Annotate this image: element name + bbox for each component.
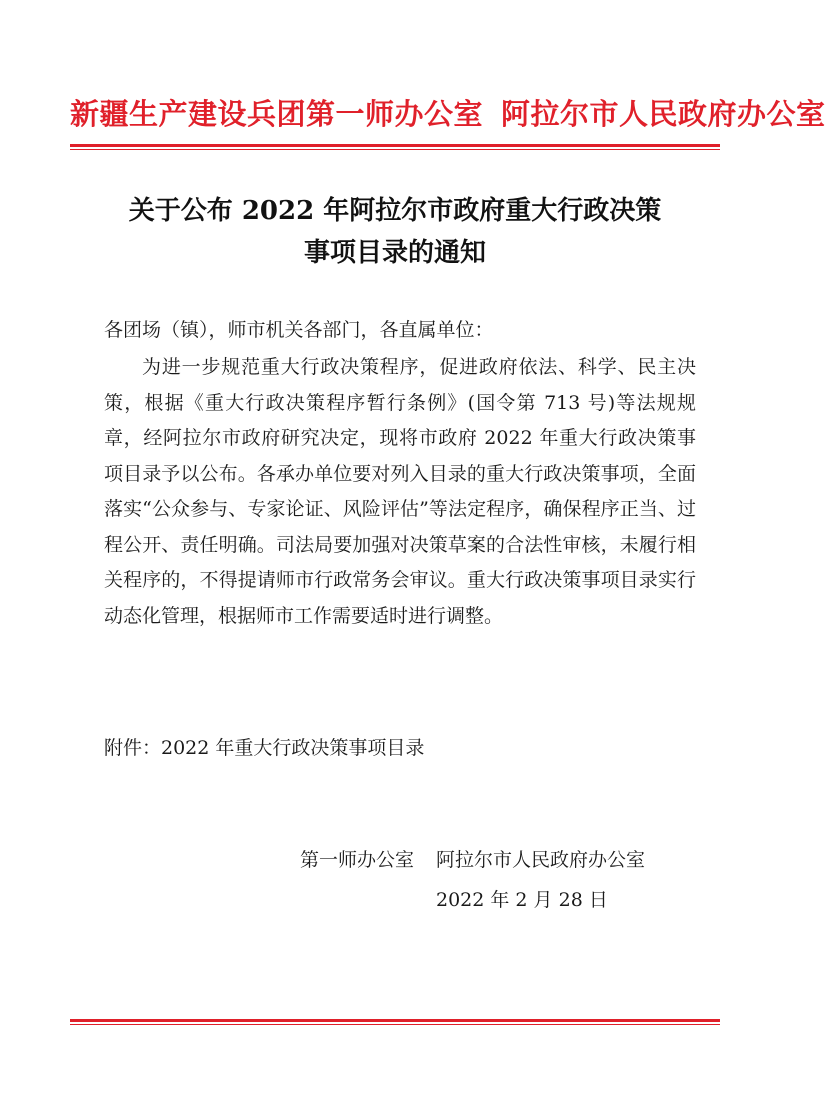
attachment-line: 附件：2022 年重大行政决策事项目录 xyxy=(104,737,425,759)
signature-date: 2022 年 2 月 28 日 xyxy=(436,889,608,911)
document-title xyxy=(70,190,720,274)
signature-office-1: 第一师办公室 xyxy=(300,849,415,871)
signature-office-2: 阿拉尔市人民政府办公室 xyxy=(436,849,646,871)
letterhead-rule-thin xyxy=(70,149,720,150)
footer-rule-thick xyxy=(70,1019,720,1022)
title-line-2: 事项目录的通知 xyxy=(303,238,486,268)
letterhead-rule-thick xyxy=(70,144,720,147)
footer-rule-thin xyxy=(70,1024,720,1025)
salutation: 各团场（镇），师市机关各部门，各直属单位： xyxy=(104,319,494,341)
letterhead-org-1: 新疆生产建设兵团第一师办公室 xyxy=(70,97,484,131)
letterhead-org-2: 阿拉尔市人民政府办公室 xyxy=(501,97,826,131)
body-paragraph: 为进一步规范重大行政决策程序，促进政府依法、科学、民主决策，根据《重大行政决策程序暂行条例》(国令第 713 号)等法规规章，经阿拉尔市政府研究决定，现将市政府 2022 年重大行政决策事项目录予以公布。各承办单位要对列入目录的重大行政决策事项，全面落实“公众参与、专家论证、风险评估”等法定程序，确保程序正当、过程公开、责任明确。司法局要加强对决策草案的合法性审核，未履行相关程序的，不得提请师市行政常务会审议。重大行政决策事项目录实行动态化管理，根据师市工作需要适时进行调整。 xyxy=(104,356,696,627)
title-line-1: 关于公布 2022 年阿拉尔市政府重大行政决策 xyxy=(128,196,662,226)
red-letterhead xyxy=(70,92,826,133)
signature-block xyxy=(300,844,700,877)
